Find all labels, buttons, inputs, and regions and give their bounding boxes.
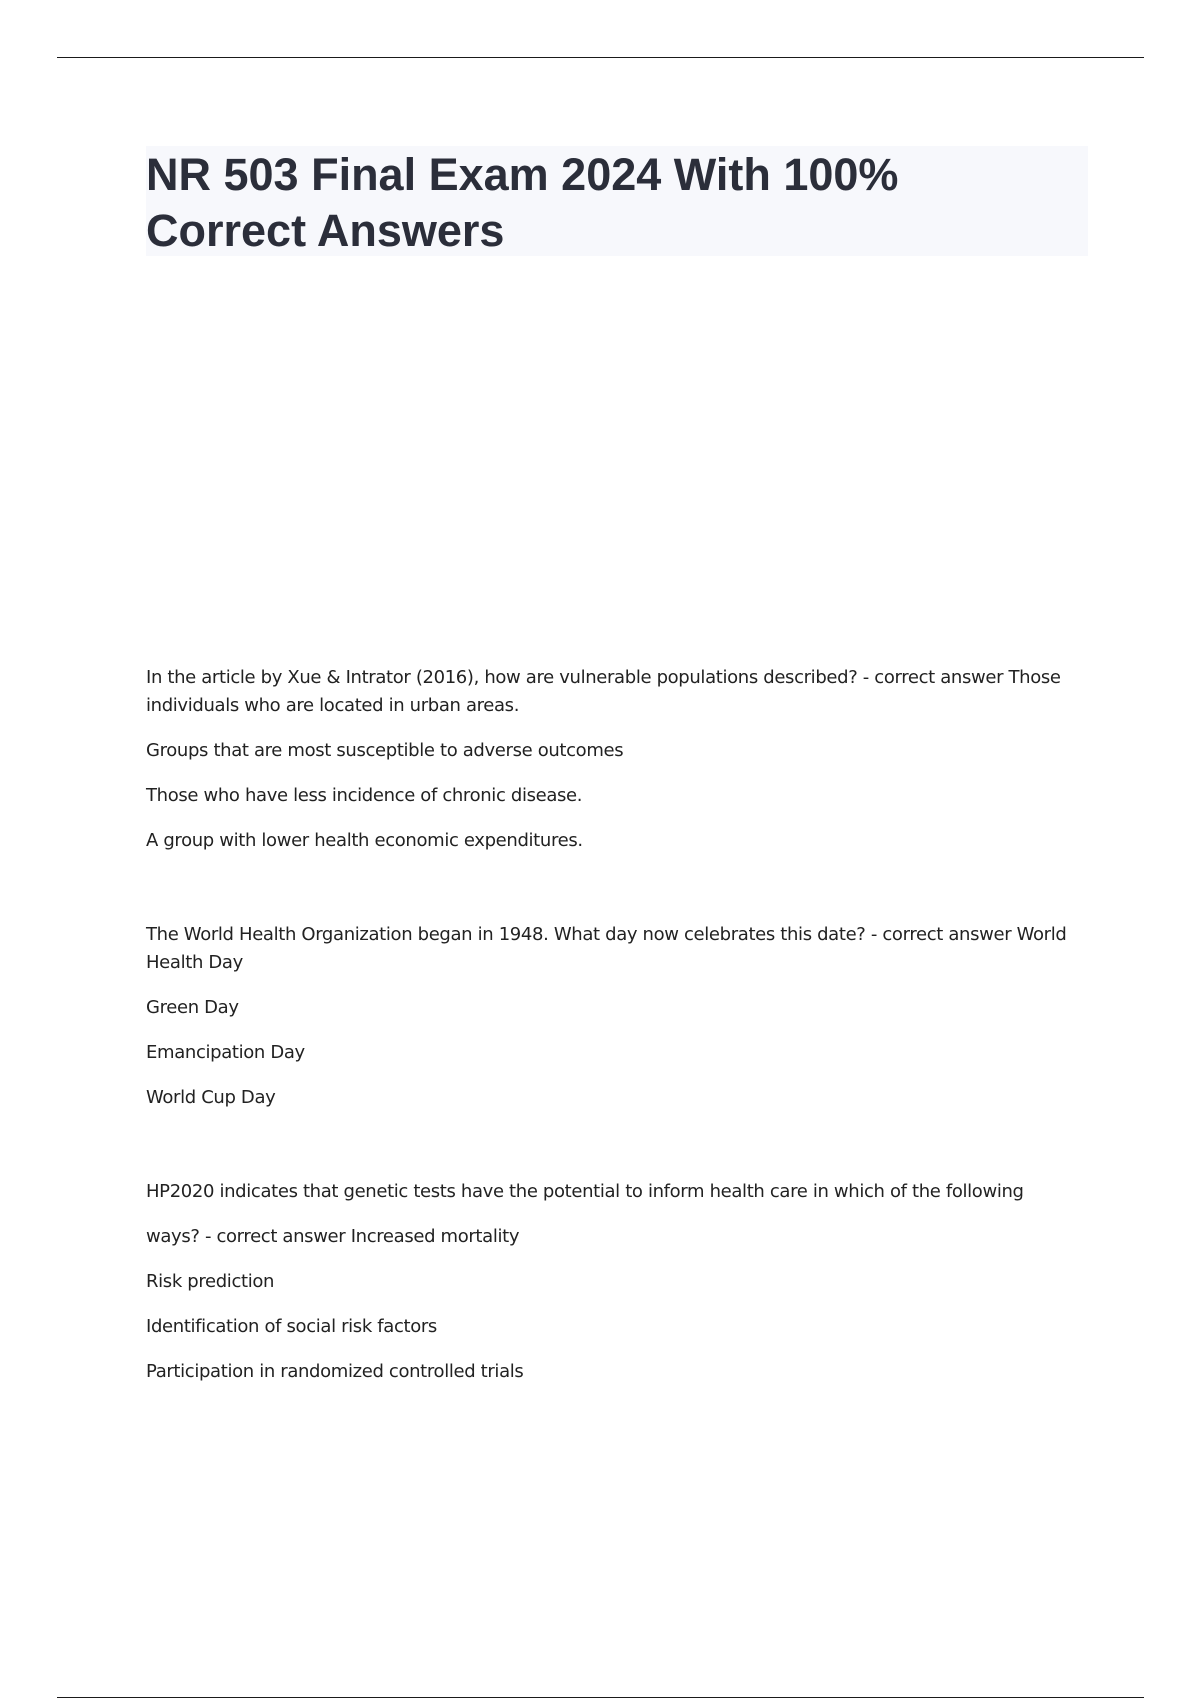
answer-option: Groups that are most susceptible to adverse outcomes xyxy=(146,740,624,761)
question-line-1: HP2020 indicates that genetic tests have the potential to inform health care in which of the following xyxy=(146,1181,1024,1202)
answer-option: Identification of social risk factors xyxy=(146,1316,437,1337)
answer-option: World Cup Day xyxy=(146,1087,276,1108)
question-text: In the article by Xue & Intrator (2016), how are vulnerable populations described? - correct answer Those individuals who are located in urban areas. xyxy=(146,667,1061,716)
answer-option: Emancipation Day xyxy=(146,1042,305,1063)
question-text: The World Health Organization began in 1948. What day now celebrates this date? - correct answer World Health Day xyxy=(146,924,1067,973)
bottom-rule xyxy=(57,1697,1144,1698)
answer-option: Risk prediction xyxy=(146,1271,275,1292)
question-block-2 xyxy=(146,921,1076,1112)
answer-option: Green Day xyxy=(146,997,239,1018)
question-block-3 xyxy=(146,1178,1076,1386)
question-text xyxy=(146,1178,1076,1251)
question-block-1 xyxy=(146,664,1076,855)
answer-option: A group with lower health economic expenditures. xyxy=(146,830,583,851)
question-line-2: ways? - correct answer Increased mortality xyxy=(146,1226,520,1247)
answer-option: Those who have less incidence of chronic disease. xyxy=(146,785,583,806)
top-rule xyxy=(57,57,1144,58)
answer-option: Participation in randomized controlled trials xyxy=(146,1361,524,1382)
document-title: NR 503 Final Exam 2024 With 100% Correct Answers xyxy=(146,149,899,256)
